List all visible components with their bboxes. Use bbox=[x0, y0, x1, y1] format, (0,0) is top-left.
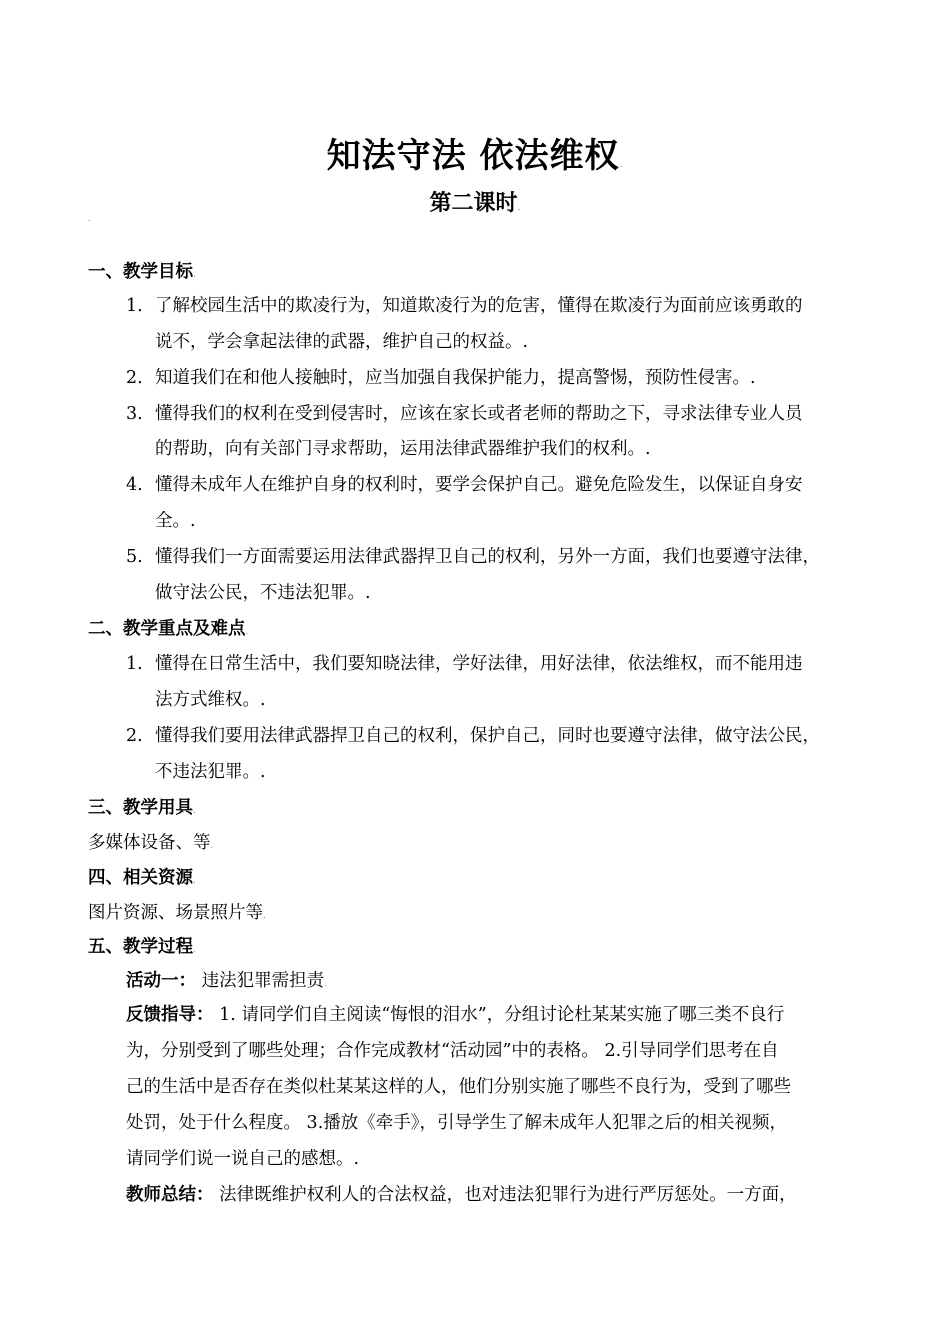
activity-label: 活动一： bbox=[126, 971, 196, 991]
list-item-line: 了解校园生活中的欺凌行为，知道欺凌行为的危害，懂得在欺凌行为面前应该勇敢的 bbox=[155, 296, 803, 316]
list-item-line: 做守法公民，不违法犯罪。. bbox=[155, 583, 371, 603]
feedback-line: 处罚，处于什么程度。 3.播放《牵手》，引导学生了解未成年人犯罪之后的相关视频， bbox=[126, 1113, 788, 1133]
feedback-line: 请同学们说一说自己的感想。. bbox=[126, 1149, 360, 1169]
list-number: 5. bbox=[126, 547, 143, 567]
list-item-line: 懂得未成年人在维护自身的权利时，要学会保护自己。避免危险发生，以保证自身安 bbox=[155, 475, 803, 495]
document-subtitle: 第二课时. bbox=[429, 190, 521, 216]
list-item-line: 的帮助，向有关部门寻求帮助，运用法律武器维护我们的权利。. bbox=[155, 439, 651, 459]
list-number: 2. bbox=[126, 726, 143, 746]
list-number: 4. bbox=[126, 475, 143, 495]
section-heading-key-points: 二、教学重点及难点. bbox=[88, 619, 249, 639]
list-item-line: 不违法犯罪。. bbox=[155, 762, 266, 782]
list-item-line: 懂得我们一方面需要运用法律武器捍卫自己的权利，另外一方面，我们也要遵守法律， bbox=[155, 547, 820, 567]
resources-text: 图片资源、场景照片等. bbox=[88, 903, 266, 923]
activity-text: 违法犯罪需担责 bbox=[201, 971, 325, 991]
section-heading-objectives: 一、教学目标. bbox=[88, 262, 196, 282]
tools-text: 多媒体设备、等. bbox=[88, 833, 214, 853]
list-number: 3. bbox=[126, 404, 143, 424]
list-number: 1. bbox=[126, 296, 143, 316]
list-item-line: 懂得我们的权利在受到侵害时，应该在家长或者老师的帮助之下，寻求法律专业人员 bbox=[155, 404, 803, 424]
summary-line: 教师总结： 法律既维护权利人的合法权益，也对违法犯罪行为进行严厉惩处。一方面， bbox=[126, 1185, 797, 1205]
feedback-label: 反馈指导： bbox=[126, 1005, 214, 1025]
section-heading-process: 五、教学过程. bbox=[88, 937, 196, 957]
feedback-line: 己的生活中是否存在类似杜某某这样的人，他们分别实施了哪些不良行为，受到了哪些 bbox=[126, 1077, 791, 1097]
list-item-line: 懂得我们要用法律武器捍卫自己的权利，保护自己，同时也要遵守法律，做守法公民， bbox=[155, 726, 820, 746]
list-item-line: 法方式维权。. bbox=[155, 690, 266, 710]
list-item-line: 说不，学会拿起法律的武器，维护自己的权益。. bbox=[155, 332, 529, 352]
empty-paragraph-mark: . bbox=[88, 214, 91, 224]
activity-line: 活动一： 违法犯罪需担责. bbox=[126, 971, 327, 991]
document-title: 知法守法 依法维权. bbox=[326, 136, 624, 176]
list-item-line: 全。. bbox=[155, 511, 196, 531]
list-item-line: 知道我们在和他人接触时，应当加强自我保护能力，提高警惕，预防性侵害。. bbox=[155, 368, 756, 388]
section-heading-resources: 四、相关资源. bbox=[88, 868, 196, 888]
list-number: 2. bbox=[126, 368, 143, 388]
feedback-line: 反馈指导： 1. 请同学们自主阅读“悔恨的泪水”，分组讨论杜某某实施了哪三类不良行 bbox=[126, 1005, 785, 1025]
list-item-line: 懂得在日常生活中，我们要知晓法律，学好法律，用好法律，依法维权，而不能用违 bbox=[155, 654, 803, 674]
summary-label: 教师总结： bbox=[126, 1185, 214, 1205]
section-heading-tools: 三、教学用具. bbox=[88, 798, 196, 818]
feedback-line: 为，分别受到了哪些处理；合作完成教材“活动园”中的表格。 2.引导同学们思考在自 bbox=[126, 1041, 779, 1061]
list-number: 1. bbox=[126, 654, 143, 674]
